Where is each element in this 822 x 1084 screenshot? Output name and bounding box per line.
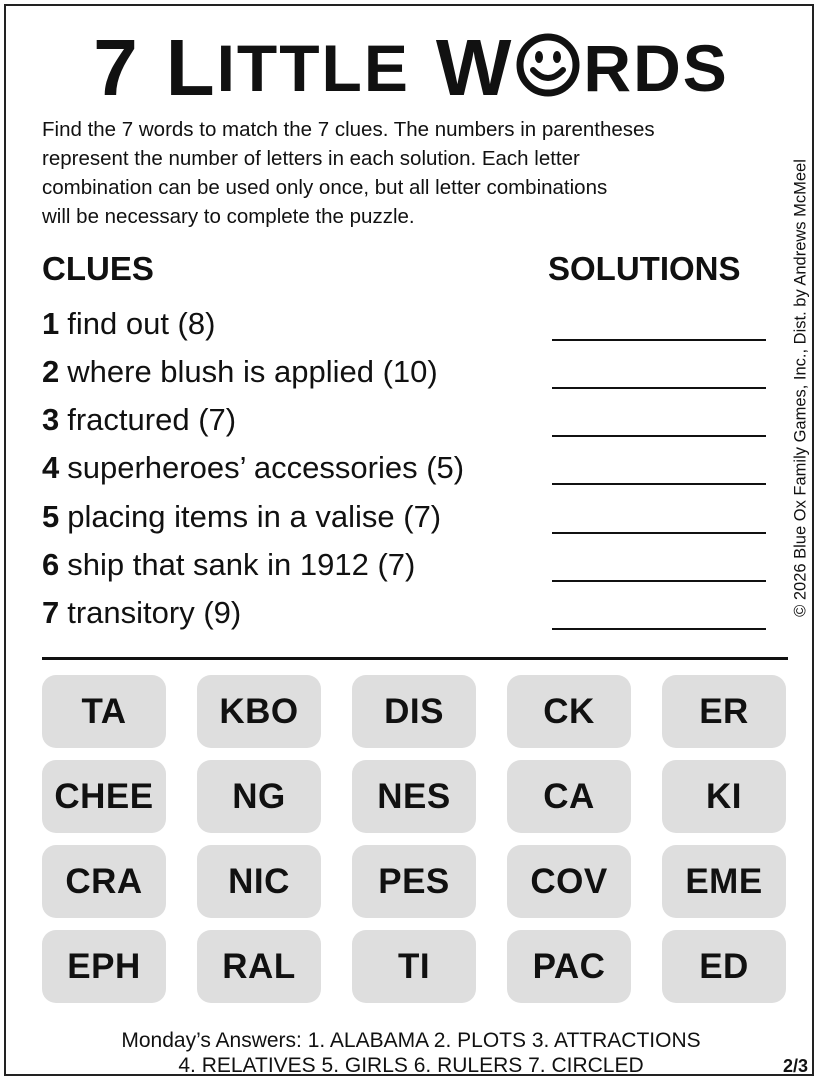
- clue-5: [42, 497, 441, 537]
- clue-number: 6: [42, 547, 60, 582]
- divider: [42, 657, 788, 660]
- page-number: 2/3: [782, 1056, 808, 1076]
- letter-tile[interactable]: NG: [197, 760, 321, 833]
- clue-text: fractured (7): [67, 402, 237, 437]
- letter-tile[interactable]: KBO: [197, 675, 321, 748]
- solution-blank-5[interactable]: [552, 532, 766, 534]
- clue-text: ship that sank in 1912 (7): [67, 547, 416, 582]
- letter-tile[interactable]: PES: [352, 845, 476, 918]
- letter-tile[interactable]: TA: [42, 675, 166, 748]
- copyright-credit: © 2026 Blue Ox Family Games, Inc., Dist. by Andrews McMeel: [791, 159, 810, 617]
- clue-text: placing items in a valise (7): [67, 499, 442, 534]
- letter-tile[interactable]: CA: [507, 760, 631, 833]
- letter-tile[interactable]: RAL: [197, 930, 321, 1003]
- instructions-line: combination can be used only once, but all letter combinations: [42, 176, 608, 199]
- letter-tile[interactable]: NIC: [197, 845, 321, 918]
- solution-blank-3[interactable]: [552, 435, 766, 437]
- clue-text: transitory (9): [67, 595, 242, 630]
- title-word-1-initial: L: [165, 23, 217, 112]
- letter-tile[interactable]: COV: [507, 845, 631, 918]
- letter-tile[interactable]: ED: [662, 930, 786, 1003]
- solutions-heading: SOLUTIONS: [548, 250, 741, 287]
- instructions-line: Find the 7 words to match the 7 clues. The numbers in parentheses: [42, 118, 655, 141]
- clues-heading: CLUES: [42, 250, 154, 287]
- letter-tile[interactable]: NES: [352, 760, 476, 833]
- letter-tile[interactable]: CK: [507, 675, 631, 748]
- solution-blank-4[interactable]: [552, 483, 766, 485]
- clue-number: 7: [42, 595, 60, 630]
- game-title: [0, 18, 822, 118]
- clue-number: 5: [42, 499, 60, 534]
- letter-tile[interactable]: EPH: [42, 930, 166, 1003]
- clue-4: [42, 448, 464, 488]
- clue-number: 3: [42, 402, 60, 437]
- previous-answers-line: 4. RELATIVES 5. GIRLS 6. RULERS 7. CIRCLED: [178, 1054, 644, 1077]
- title-word-1-rest: ITTLE: [216, 31, 410, 105]
- clue-3: [42, 400, 236, 440]
- instructions: [42, 115, 794, 231]
- title-word-2-rest: RDS: [583, 31, 729, 105]
- letter-tile[interactable]: ER: [662, 675, 786, 748]
- clue-1: [42, 304, 215, 344]
- clue-7: [42, 593, 241, 633]
- letter-tile[interactable]: EME: [662, 845, 786, 918]
- previous-answers-line: Monday’s Answers: 1. ALABAMA 2. PLOTS 3. ATTRACTIONS: [121, 1029, 701, 1052]
- clue-text: find out (8): [67, 306, 216, 341]
- solution-blank-6[interactable]: [552, 580, 766, 582]
- instructions-line: represent the number of letters in each solution. Each letter: [42, 147, 580, 170]
- letter-tile-grid: [42, 675, 788, 1003]
- letter-tile[interactable]: CHEE: [42, 760, 166, 833]
- solution-blank-7[interactable]: [552, 628, 766, 630]
- letter-tile[interactable]: PAC: [507, 930, 631, 1003]
- previous-answers: [0, 1028, 822, 1078]
- letter-tile[interactable]: DIS: [352, 675, 476, 748]
- clue-2: [42, 352, 438, 392]
- letter-tile[interactable]: KI: [662, 760, 786, 833]
- clue-number: 2: [42, 354, 60, 389]
- title-word-2-initial: W: [435, 23, 514, 112]
- letter-tile[interactable]: CRA: [42, 845, 166, 918]
- smiley-face-icon: [515, 32, 581, 98]
- clue-text: where blush is applied (10): [67, 354, 438, 389]
- letter-tile[interactable]: TI: [352, 930, 476, 1003]
- clue-number: 1: [42, 306, 60, 341]
- solution-blank-1[interactable]: [552, 339, 766, 341]
- solution-blank-2[interactable]: [552, 387, 766, 389]
- instructions-line: will be necessary to complete the puzzle.: [42, 205, 415, 228]
- clue-number: 4: [42, 450, 60, 485]
- clue-text: superheroes’ accessories (5): [67, 450, 465, 485]
- title-number: 7: [93, 23, 140, 112]
- clue-6: [42, 545, 415, 585]
